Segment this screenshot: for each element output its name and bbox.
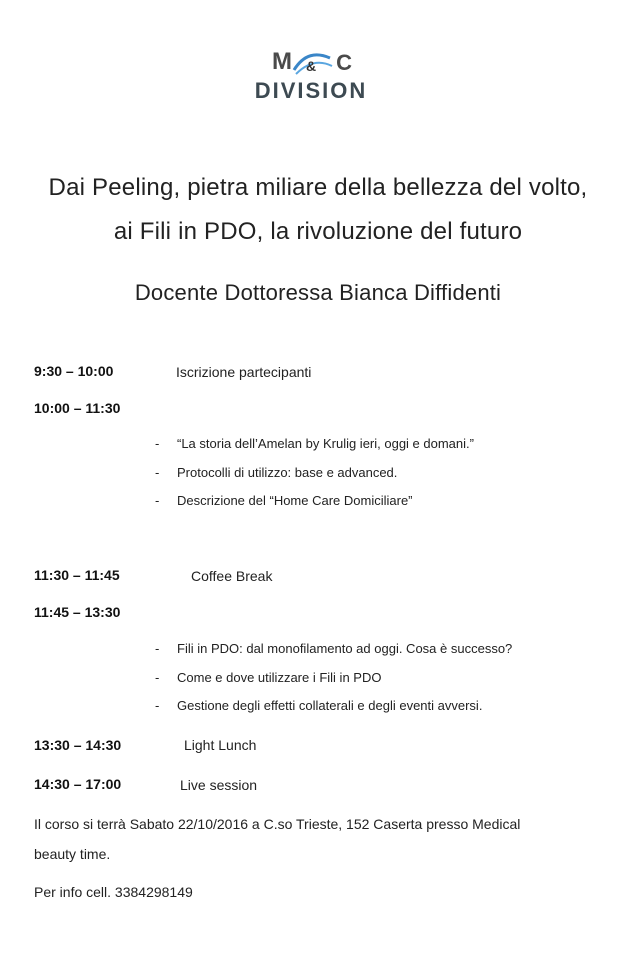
bullet-dash: - xyxy=(155,436,160,451)
session2-item-text: Gestione degli effetti collaterali e degli eventi avversi. xyxy=(177,698,483,713)
session1-item-text: Protocolli di utilizzo: base e advanced. xyxy=(177,465,398,480)
activity-label: Iscrizione partecipanti xyxy=(176,364,312,380)
contact-info: Per info cell. 3384298149 xyxy=(34,884,193,900)
logo-division-text: DIVISION xyxy=(254,78,368,103)
venue-text-cont: beauty time. xyxy=(34,846,111,862)
session2-item xyxy=(155,641,512,656)
bullet-dash: - xyxy=(155,641,160,656)
venue-text: Il corso si terrà Sabato 22/10/2016 a C.so Trieste, 152 Caserta presso Medical xyxy=(34,816,521,832)
time-slot: 11:30 – 11:45 xyxy=(34,567,120,583)
time-slot: 9:30 – 10:00 xyxy=(34,363,114,379)
title-line-2: ai Fili in PDO, la rivoluzione del futuro xyxy=(113,218,523,245)
time-slot: 11:45 – 13:30 xyxy=(34,604,121,620)
bullet-dash: - xyxy=(155,465,160,480)
time-slot: 14:30 – 17:00 xyxy=(34,776,122,792)
mc-logo-mark xyxy=(272,44,352,80)
session2-item-text: Fili in PDO: dal monofilamento ad oggi. Cosa è successo? xyxy=(177,641,513,656)
docente-line: Docente Dottoressa Bianca Diffidenti xyxy=(134,280,502,305)
session1-item xyxy=(155,465,397,480)
logo-letter-m: M xyxy=(272,48,293,75)
session1-item-text: “La storia dell’Amelan by Krulig ieri, oggi e domani.” xyxy=(177,436,474,451)
session1-item-text: Descrizione del “Home Care Domiciliare” xyxy=(177,493,413,508)
bullet-dash: - xyxy=(155,698,160,713)
session2-item xyxy=(155,698,482,713)
activity-label: Coffee Break xyxy=(191,568,273,584)
title-line-1: Dai Peeling, pietra miliare della bellezza del volto, xyxy=(48,174,588,201)
time-slot: 13:30 – 14:30 xyxy=(34,737,122,753)
activity-label: Light Lunch xyxy=(184,737,257,753)
mc-division-logo xyxy=(238,44,384,106)
time-slot: 10:00 – 11:30 xyxy=(34,400,121,416)
logo-ampersand: & xyxy=(306,58,317,74)
logo-letter-c: C xyxy=(336,50,352,75)
bullet-dash: - xyxy=(155,670,160,685)
session1-item xyxy=(155,493,413,508)
session2-item xyxy=(155,670,381,685)
session1-item xyxy=(155,436,474,451)
bullet-dash: - xyxy=(155,493,160,508)
activity-label: Live session xyxy=(180,777,258,793)
session2-item-text: Come e dove utilizzare i Fili in PDO xyxy=(177,670,382,685)
